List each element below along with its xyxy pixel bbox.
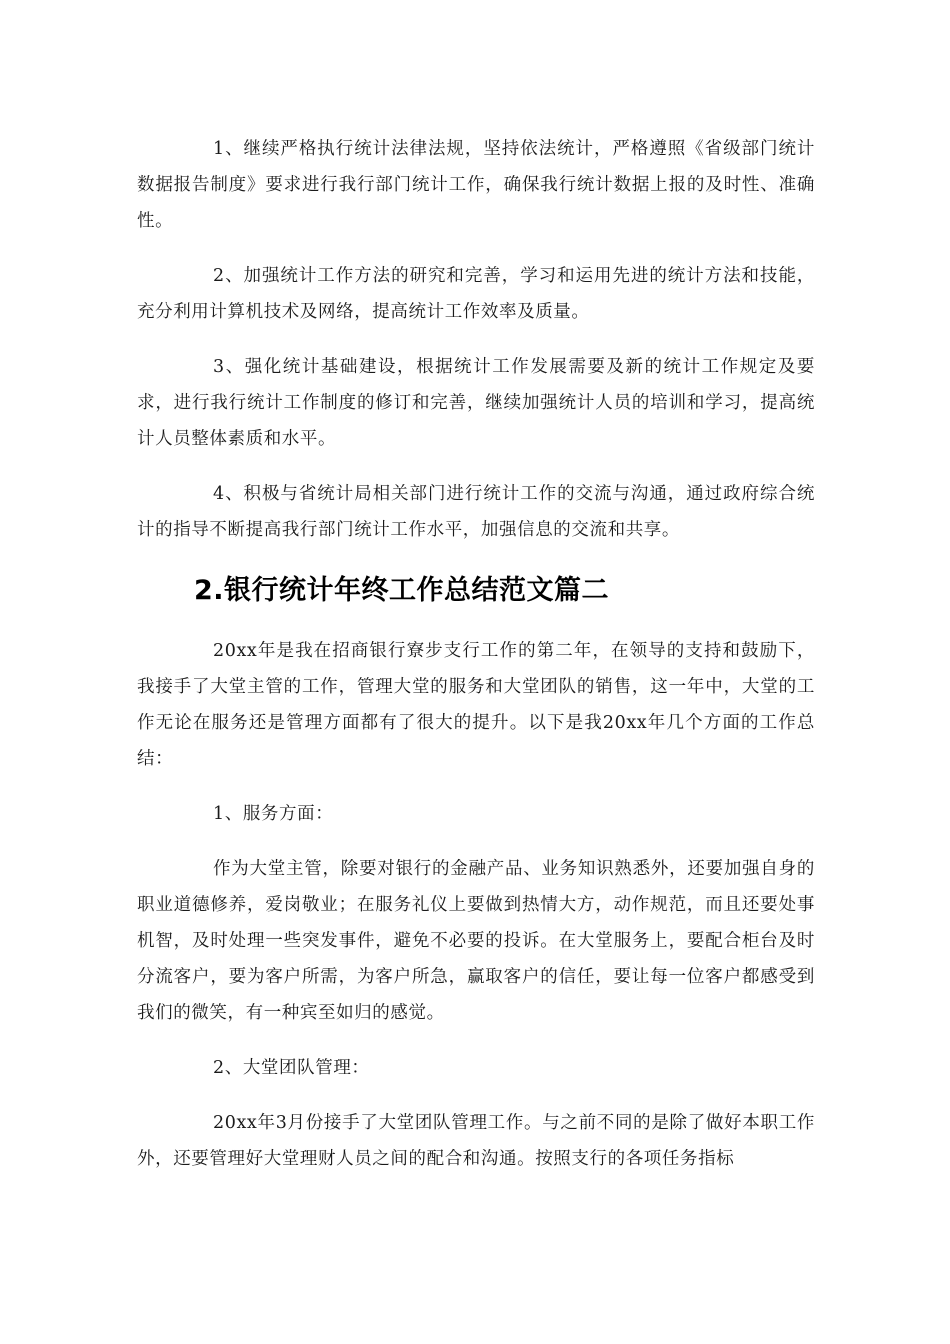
section2-intro: 20xx年是我在招商银行寮步支行工作的第二年，在领导的支持和鼓励下，我接手了大堂主管的工作，管理大堂的服务和大堂团队的销售，这一年中，大堂的工作无论在服务还是管理方面都有了很大的提升。以下是我20xx年几个方面的工作总结： bbox=[137, 640, 815, 770]
service-title: 1、服务方面： bbox=[213, 803, 334, 824]
section1-item-4: 4、积极与省统计局相关部门进行统计工作的交流与沟通，通过政府综合统计的指导不断提高我行部门统计工作水平，加强信息的交流和共享。 bbox=[137, 484, 815, 541]
service-body: 作为大堂主管，除要对银行的金融产品、业务知识熟悉外，还要加强自身的职业道德修养，爱岗敬业；在服务礼仪上要做到热情大方，动作规范，而且还要处事机智，及时处理一些突发事件，避免不必要的投诉。在大堂服务上，要配合柜台及时分流客户，要为客户所需，为客户所急，赢取客户的信任，要让每一位客户都感受到我们的微笑，有一种宾至如归的感觉。 bbox=[137, 858, 815, 1024]
section1-item-1: 1、继续严格执行统计法律法规，坚持依法统计，严格遵照《省级部门统计数据报告制度》要求进行我行部门统计工作，确保我行统计数据上报的及时性、准确性。 bbox=[137, 139, 815, 232]
document-body bbox=[137, 131, 815, 1196]
section2-heading: 2.银行统计年终工作总结范文篇二 bbox=[194, 574, 610, 606]
section1-item-2: 2、加强统计工作方法的研究和完善，学习和运用先进的统计方法和技能，充分利用计算机技术及网络，提高统计工作效率及质量。 bbox=[137, 266, 815, 323]
team-body: 20xx年3月份接手了大堂团队管理工作。与之前不同的是除了做好本职工作外，还要管理好大堂理财人员之间的配合和沟通。按照支行的各项任务指标 bbox=[137, 1112, 815, 1169]
team-title: 2、大堂团队管理： bbox=[213, 1058, 370, 1079]
section1-item-3: 3、强化统计基础建设，根据统计工作发展需要及新的统计工作规定及要求，进行我行统计工作制度的修订和完善，继续加强统计人员的培训和学习，提高统计人员整体素质和水平。 bbox=[137, 357, 815, 450]
